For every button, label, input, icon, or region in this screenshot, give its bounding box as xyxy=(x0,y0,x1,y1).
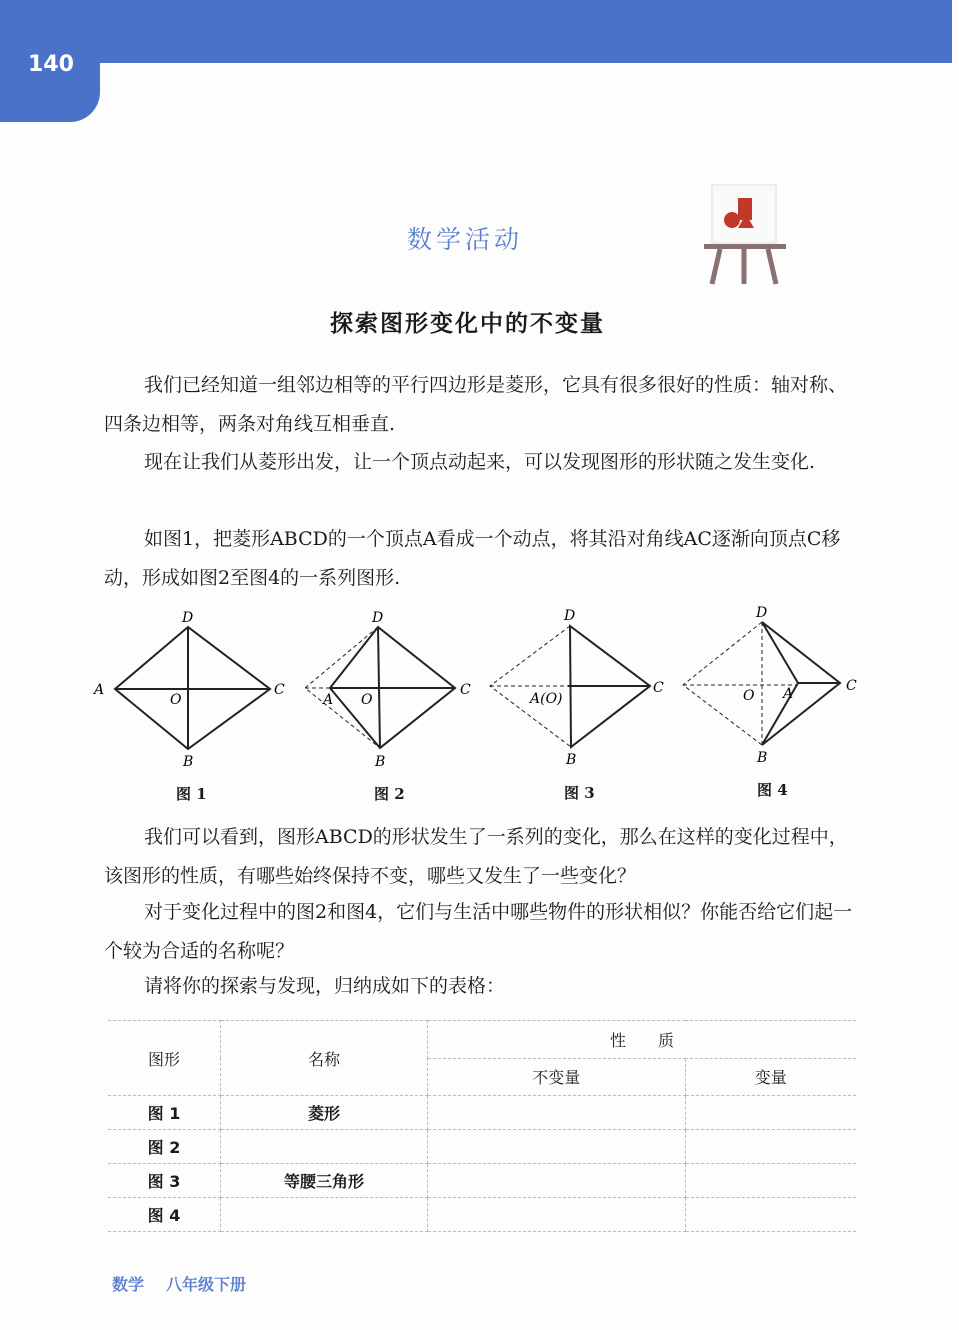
figure-caption: 图 4 xyxy=(757,781,788,799)
properties-table xyxy=(108,1020,856,1232)
cell-name: 等腰三角形 xyxy=(221,1164,428,1198)
header-invariant: 不变量 xyxy=(428,1058,686,1096)
cell-invariant xyxy=(428,1198,686,1232)
table-row xyxy=(108,1198,856,1232)
cell-name xyxy=(221,1198,428,1232)
paragraph: 我们已经知道一组邻边相等的平行四边形是菱形，它具有很多很好的性质：轴对称、四条边相等，两条对角线互相垂直. xyxy=(104,374,848,435)
paragraph: 请将你的探索与发现，归纳成如下的表格： xyxy=(144,975,506,997)
cell-variant xyxy=(685,1130,856,1164)
cell-variant xyxy=(685,1164,856,1198)
label-a: A xyxy=(323,692,334,708)
cell-shape: 图 1 xyxy=(108,1096,221,1130)
easel-icon xyxy=(700,180,790,290)
label-c: C xyxy=(653,680,664,696)
cell-shape: 图 4 xyxy=(108,1198,221,1232)
cell-shape: 图 3 xyxy=(108,1164,221,1198)
table-row xyxy=(108,1096,856,1130)
cell-invariant xyxy=(428,1164,686,1198)
label-d: D xyxy=(564,608,576,624)
label-b: B xyxy=(757,750,768,766)
header-band xyxy=(0,0,952,63)
label-c: C xyxy=(274,682,285,698)
header-name: 名称 xyxy=(221,1021,428,1096)
header-properties: 性 质 xyxy=(428,1021,857,1059)
label-a: A xyxy=(94,682,105,698)
page-number: 140 xyxy=(28,52,74,77)
figure-2 xyxy=(305,627,455,748)
label-b: B xyxy=(566,752,577,768)
label-c: C xyxy=(846,678,857,694)
cell-variant xyxy=(685,1096,856,1130)
label-d: D xyxy=(372,610,384,626)
paragraph: 现在让我们从菱形出发，让一个顶点动起来，可以发现图形的形状随之发生变化. xyxy=(144,451,816,473)
activity-title: 数学活动 xyxy=(406,225,523,254)
label-o: O xyxy=(170,692,182,708)
figure-3 xyxy=(490,626,650,747)
footer-grade: 八年级下册 xyxy=(166,1275,247,1294)
cell-invariant xyxy=(428,1130,686,1164)
header-shape: 图形 xyxy=(108,1021,221,1096)
cell-shape: 图 2 xyxy=(108,1130,221,1164)
paragraph: 我们可以看到，图形ABCD的形状发生了一系列的变化，那么在这样的变化过程中，该图形的性质，有哪些始终保持不变，哪些又发生了一些变化？ xyxy=(104,826,848,887)
footer-subject: 数学 xyxy=(112,1275,145,1294)
label-b: B xyxy=(375,754,386,770)
header-variant: 变量 xyxy=(685,1058,856,1096)
label-a: A xyxy=(783,686,794,702)
cell-name: 菱形 xyxy=(221,1096,428,1130)
table-row xyxy=(108,1130,856,1164)
cell-invariant xyxy=(428,1096,686,1130)
rhombus-figures xyxy=(0,600,959,770)
figure-4 xyxy=(683,622,840,745)
figure-1 xyxy=(115,627,270,749)
label-d: D xyxy=(182,610,194,626)
figure-caption: 图 2 xyxy=(374,785,405,803)
paragraph: 对于变化过程中的图2和图4，它们与生活中哪些物件的形状相似？你能否给它们起一个较为合适的名称呢？ xyxy=(104,901,853,962)
cell-name xyxy=(221,1130,428,1164)
label-ao: A(O) xyxy=(530,691,563,707)
label-c: C xyxy=(460,682,471,698)
figure-caption: 图 1 xyxy=(176,785,207,803)
footer xyxy=(112,1272,268,1295)
paragraph: 如图1，把菱形ABCD的一个顶点A看成一个动点，将其沿对角线AC逐渐向顶点C移动，形成如图2至图4的一系列图形. xyxy=(104,528,841,589)
figure-caption: 图 3 xyxy=(564,784,595,802)
label-o: O xyxy=(361,692,373,708)
table-row xyxy=(108,1164,856,1198)
section-title: 探索图形变化中的不变量 xyxy=(330,311,605,337)
label-o: O xyxy=(743,688,755,704)
label-d: D xyxy=(756,605,768,621)
label-b: B xyxy=(183,754,194,770)
cell-variant xyxy=(685,1198,856,1232)
